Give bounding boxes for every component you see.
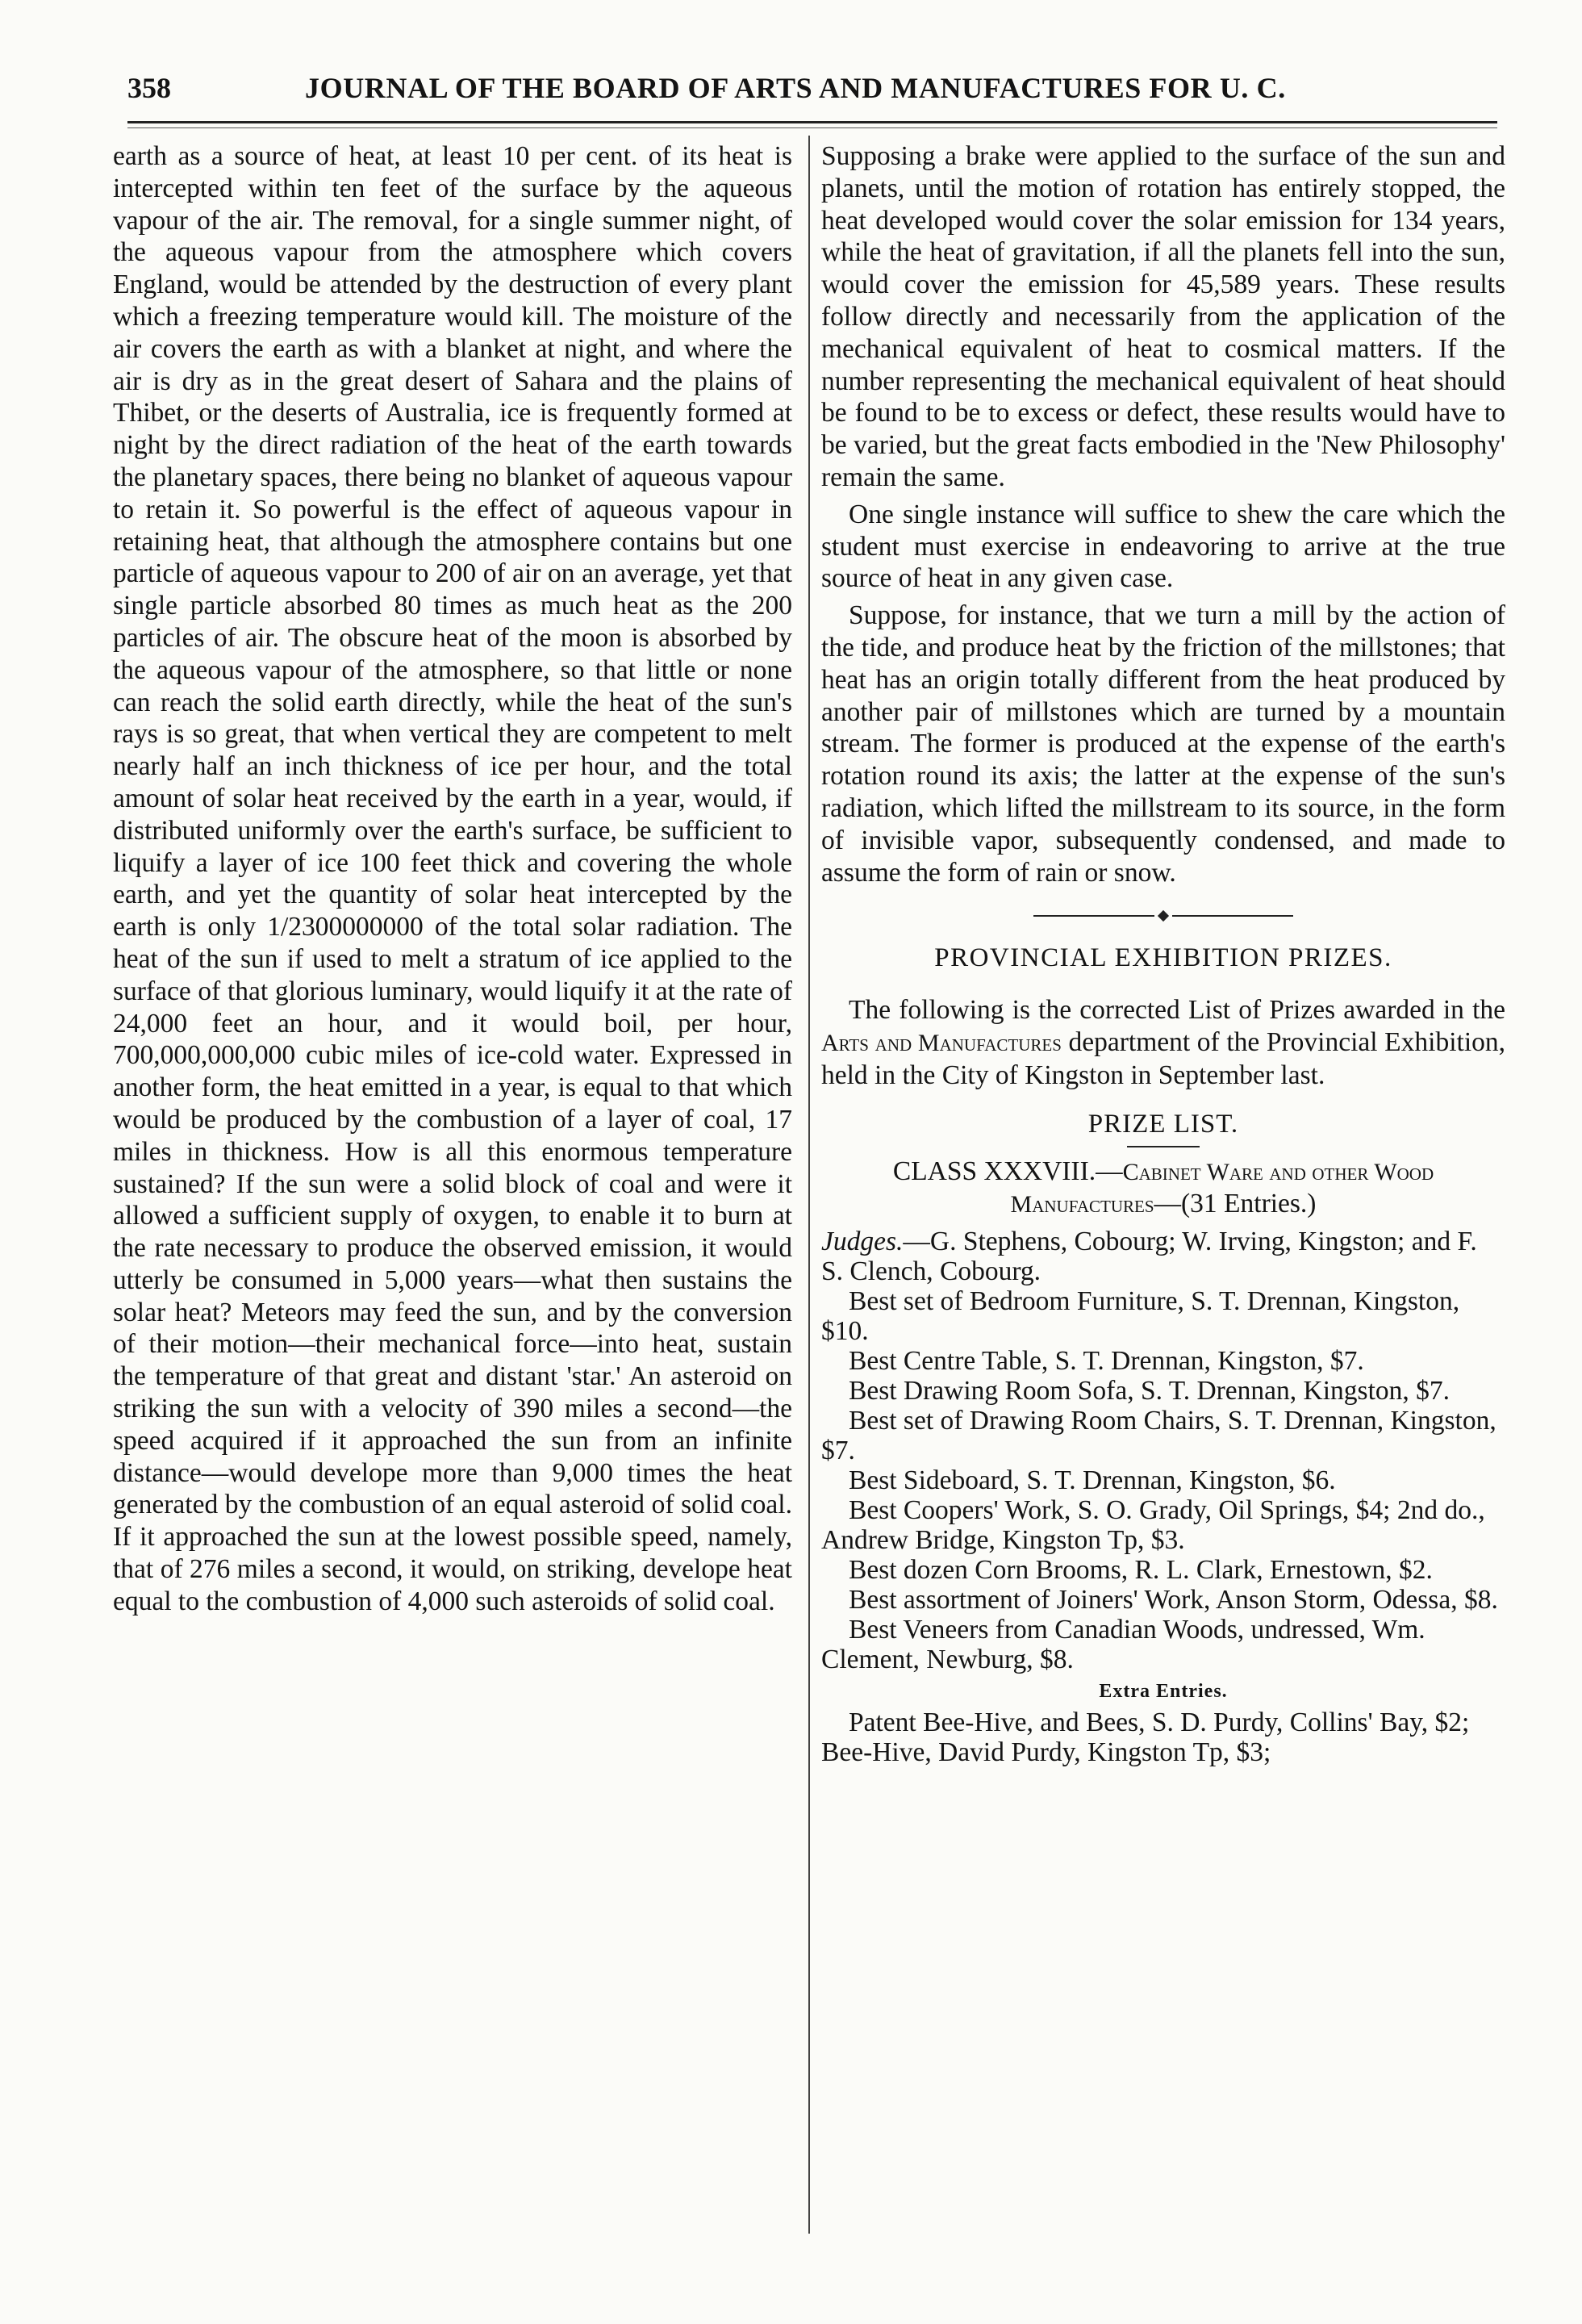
prize-entry: Best Veneers from Canadian Woods, undressed, Wm. Clement, Newburg, $8. [821,1614,1425,1674]
prize-entry: Best Sideboard, S. T. Drennan, Kingston, $6. [849,1465,1336,1495]
extra-entries-heading: Extra Entries. [1099,1680,1228,1702]
prize-entry: Best Centre Table, S. T. Drennan, Kingston, $7. [849,1345,1364,1376]
body-paragraph: earth as a source of heat, at least 10 per cent. of its heat is intercepted within ten feet of the surface by the aqueous vapour of the air. The removal, for a single summer night, of the aqueous vapour from the atmosphere which covers England, would be attended by the destruction of every plant which a freezing temperature would kill. The moisture of the air covers the earth as with a blanket at night, and where the air is dry as in the great desert of Sahara and the plains of Thibet, or the deserts of Australia, ice is frequently formed at night by the direct radiation of the heat of the earth towards the planetary spaces, there being no blanket of aqueous vapour to retain it. So powerful is the effect of aqueous vapour in retaining heat, that although the atmosphere contains but one particle of aqueous vapour to 200 of air on an average, yet that single particle absorbed 80 times as much heat as the 200 particles of air. The obscure heat of the moon is absorbed by the aqueous vapour of the atmosphere, so that little or none can reach the solid earth directly, while the heat of the sun's rays is so great, that when vertical they are competent to melt nearly half an inch thickness of ice per hour, and the total amount of solar heat received by the earth in a year, would, if distributed uniformly over the earth's surface, be sufficient to liquify a layer of ice 100 feet thick and covering the whole earth, and yet the quantity of solar heat intercepted by the earth is only 1/2300000000 of the total solar radiation. The heat of the sun if used to melt a stratum of ice applied to the surface of that glorious luminary, would liquify it at the rate of 24,000 feet an hour, and it would boil, per hour, 700,000,000,000 cubic miles of ice-cold water. Expressed in another form, the heat emitted in a year, is equal to that which would be produced by the combustion of a layer of coal, 17 miles in thickness. How is all this enormous temperature sustained? If the sun were a solid block of coal and were it allowed a sufficient supply of oxygen, to enable it to burn at the rate necessary to produce the observed emission, it would utterly be consumed in 5,000 years—what then sustains the solar heat? Meteors may feed the sun, and by the conversion of their motion—their mechanical force—into heat, sustain the temperature of that great and distant 'star.' An asteroid on striking the sun with a velocity of 390 miles a second—the speed acquired if it approached the sun from an infinite distance—would develope more than 9,000 times the heat generated by the combustion of an equal asteroid of solid coal. If it approached the sun at the lowest possible speed, namely, that of 276 miles a second, it would, on striking, develope heat equal to the combustion of 4,000 such asteroids of solid coal. [113,141,792,1616]
column-divider [808,136,810,2234]
prize-entry: Best Coopers' Work, S. O. Grady, Oil Springs, $4; 2nd do., Andrew Bridge, Kingston Tp, $3. [821,1494,1485,1555]
class-heading: CLASS XXXVIII.—Cabinet Ware and other Wood Manufactures—(31 Entries.) [892,1156,1434,1218]
prize-entry: Best set of Bedroom Furniture, S. T. Drennan, Kingston, $10. [821,1285,1460,1346]
page-number: 358 [127,72,171,104]
prize-list-title: PRIZE LIST. [1087,1109,1239,1139]
running-title: JOURNAL OF THE BOARD OF ARTS AND MANUFACTURES FOR U. C. [305,72,1286,104]
left-column [113,140,792,2238]
section-heading: PROVINCIAL EXHIBITION PRIZES. [934,943,1392,973]
body-paragraph: Supposing a brake were applied to the surface of the sun and planets, until the motion of rotation has entirely stopped, the heat developed would cover the solar emission for 134 years, while the heat of gravitation, if all the planets fell into the sun, would cover the emission for 45,589 years. These results follow directly and necessarily from the application of the mechanical equivalent of heat to cosmical matters. If the number representing the mechanical equivalent of heat should be found to be to excess or defect, these results would have to be varied, but the great facts embodied in the 'New Philosophy' remain the same. [821,141,1505,492]
page-header [127,71,1499,116]
header-rule [127,121,1497,123]
prize-entry: Best Drawing Room Sofa, S. T. Drennan, Kingston, $7. [849,1375,1451,1406]
short-rule [1127,1146,1200,1147]
section-ornament [821,908,1505,924]
prize-entry: Best dozen Corn Brooms, R. L. Clark, Ernestown, $2. [849,1554,1433,1585]
body-paragraph: Suppose, for instance, that we turn a mill by the action of the tide, and produce heat by the friction of the millstones; that heat has an origin totally different from the heat produced by another pair of millstones which are turned by a mountain stream. The former is produced at the expense of the earth's rotation round its axis; the latter at the expense of the sun's radiation, which lifted the millstream to its source, in the form of invisible vapor, subsequently condensed, and made to assume the form of rain or snow. [821,600,1505,888]
body-paragraph: One single instance will suffice to shew the care which the student must exercise in endeavoring to arrive at the true source of heat in any given case. [821,499,1505,594]
exhibition-intro: The following is the corrected List of Prizes awarded in the Arts and Manufactures department of the Provincial Exhibition, held in the City of Kingston in September last. [821,995,1505,1090]
extra-entry: Patent Bee-Hive, and Bees, S. D. Purdy, Collins' Bay, $2; Bee-Hive, David Purdy, Kingston Tp, $3; [821,1707,1470,1767]
header-rule-thin [127,127,1497,128]
prize-entry: Best set of Drawing Room Chairs, S. T. Drennan, Kingston, $7. [821,1405,1496,1465]
right-column [821,140,1505,2238]
prize-entry: Best assortment of Joiners' Work, Anson Storm, Odessa, $8. [849,1584,1498,1615]
judges-line: Judges.—G. Stephens, Cobourg; W. Irving, Kingston; and F. S. Clench, Cobourg. [821,1226,1477,1286]
